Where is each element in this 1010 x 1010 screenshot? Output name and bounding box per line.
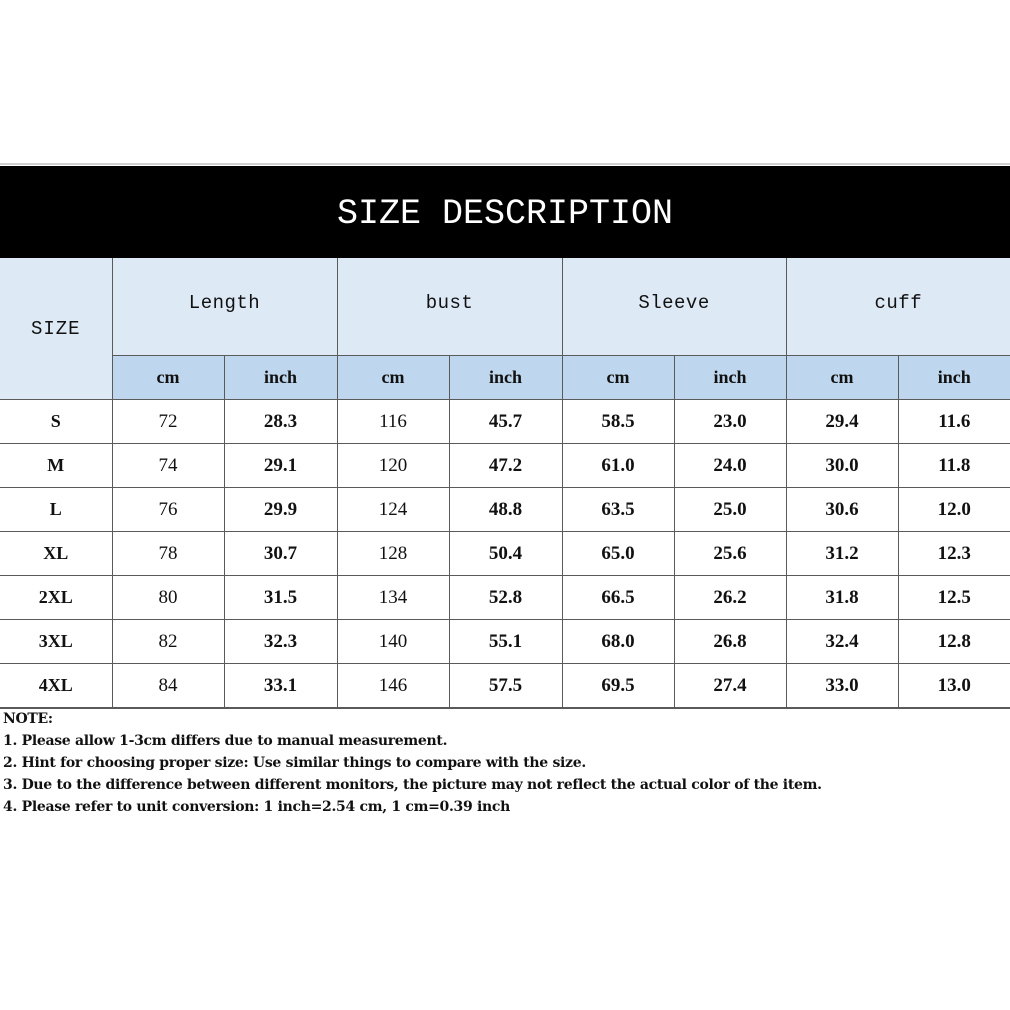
cell-bust-cm: 140 [337,620,449,664]
cell-cuff-inch: 13.0 [898,664,1010,709]
unit-header-bust-cm: cm [337,356,449,400]
cell-sleeve-inch: 26.2 [674,576,786,620]
cell-bust-inch: 47.2 [449,444,562,488]
note-item: 3. Due to the difference between different monitors, the picture may not reflect the actual color of the item. [3,777,822,793]
cell-length-inch: 31.5 [224,576,337,620]
unit-header-length-cm: cm [112,356,224,400]
cell-sleeve-cm: 66.5 [562,576,674,620]
unit-header-length-inch: inch [224,356,337,400]
cell-bust-cm: 120 [337,444,449,488]
cell-bust-cm: 134 [337,576,449,620]
cell-cuff-cm: 30.6 [786,488,898,532]
page-title: SIZE DESCRIPTION [336,194,674,234]
cell-sleeve-cm: 69.5 [562,664,674,709]
table-row [0,488,1010,532]
cell-length-inch: 33.1 [224,664,337,709]
cell-sleeve-inch: 24.0 [674,444,786,488]
unit-header-sleeve-inch: inch [674,356,786,400]
cell-cuff-inch: 12.3 [898,532,1010,576]
size-label: L [0,488,112,532]
cell-bust-cm: 128 [337,532,449,576]
size-chart-table [0,258,1010,709]
top-divider [0,163,1010,165]
cell-cuff-inch: 12.8 [898,620,1010,664]
cell-cuff-cm: 31.2 [786,532,898,576]
note-item: 4. Please refer to unit conversion: 1 inch=2.54 cm, 1 cm=0.39 inch [3,799,511,815]
cell-cuff-cm: 30.0 [786,444,898,488]
unit-header-sleeve-cm: cm [562,356,674,400]
cell-sleeve-inch: 26.8 [674,620,786,664]
group-header-length: Length [112,258,337,356]
cell-length-cm: 84 [112,664,224,709]
table-row [0,444,1010,488]
table-row [0,532,1010,576]
size-label: M [0,444,112,488]
size-column-header: SIZE [0,258,112,400]
cell-sleeve-cm: 63.5 [562,488,674,532]
group-header-cuff: cuff [786,258,1010,356]
cell-cuff-cm: 33.0 [786,664,898,709]
note-item: 1. Please allow 1-3cm differs due to manual measurement. [3,733,448,749]
cell-cuff-cm: 31.8 [786,576,898,620]
cell-sleeve-cm: 61.0 [562,444,674,488]
cell-length-inch: 30.7 [224,532,337,576]
size-label: 3XL [0,620,112,664]
unit-header-cuff-cm: cm [786,356,898,400]
cell-bust-inch: 57.5 [449,664,562,709]
cell-cuff-inch: 12.0 [898,488,1010,532]
cell-bust-cm: 116 [337,400,449,444]
cell-sleeve-inch: 27.4 [674,664,786,709]
cell-length-inch: 32.3 [224,620,337,664]
cell-cuff-inch: 11.6 [898,400,1010,444]
cell-length-inch: 29.9 [224,488,337,532]
cell-sleeve-inch: 23.0 [674,400,786,444]
group-header-bust: bust [337,258,562,356]
table-row [0,664,1010,709]
table-row [0,620,1010,664]
cell-cuff-cm: 32.4 [786,620,898,664]
note-item: 2. Hint for choosing proper size: Use similar things to compare with the size. [3,755,586,771]
cell-sleeve-inch: 25.0 [674,488,786,532]
cell-bust-inch: 45.7 [449,400,562,444]
cell-length-cm: 82 [112,620,224,664]
size-label: 4XL [0,664,112,709]
unit-header-cuff-inch: inch [898,356,1010,400]
cell-sleeve-cm: 65.0 [562,532,674,576]
table-row [0,576,1010,620]
cell-length-inch: 29.1 [224,444,337,488]
unit-header-bust-inch: inch [449,356,562,400]
cell-cuff-inch: 12.5 [898,576,1010,620]
size-label: 2XL [0,576,112,620]
notes-section [3,708,1003,818]
title-bar [0,166,1010,258]
cell-length-cm: 74 [112,444,224,488]
cell-sleeve-cm: 68.0 [562,620,674,664]
cell-length-cm: 76 [112,488,224,532]
cell-sleeve-cm: 58.5 [562,400,674,444]
cell-bust-inch: 50.4 [449,532,562,576]
cell-length-cm: 78 [112,532,224,576]
cell-bust-cm: 124 [337,488,449,532]
table-row [0,400,1010,444]
cell-bust-inch: 48.8 [449,488,562,532]
notes-heading: NOTE: [3,711,53,727]
unit-header-row [0,356,1010,400]
cell-cuff-cm: 29.4 [786,400,898,444]
cell-bust-inch: 52.8 [449,576,562,620]
cell-bust-inch: 55.1 [449,620,562,664]
cell-length-inch: 28.3 [224,400,337,444]
size-label: XL [0,532,112,576]
cell-length-cm: 80 [112,576,224,620]
cell-sleeve-inch: 25.6 [674,532,786,576]
size-label: S [0,400,112,444]
group-header-row [0,258,1010,356]
group-header-sleeve: Sleeve [562,258,786,356]
cell-bust-cm: 146 [337,664,449,709]
cell-cuff-inch: 11.8 [898,444,1010,488]
cell-length-cm: 72 [112,400,224,444]
